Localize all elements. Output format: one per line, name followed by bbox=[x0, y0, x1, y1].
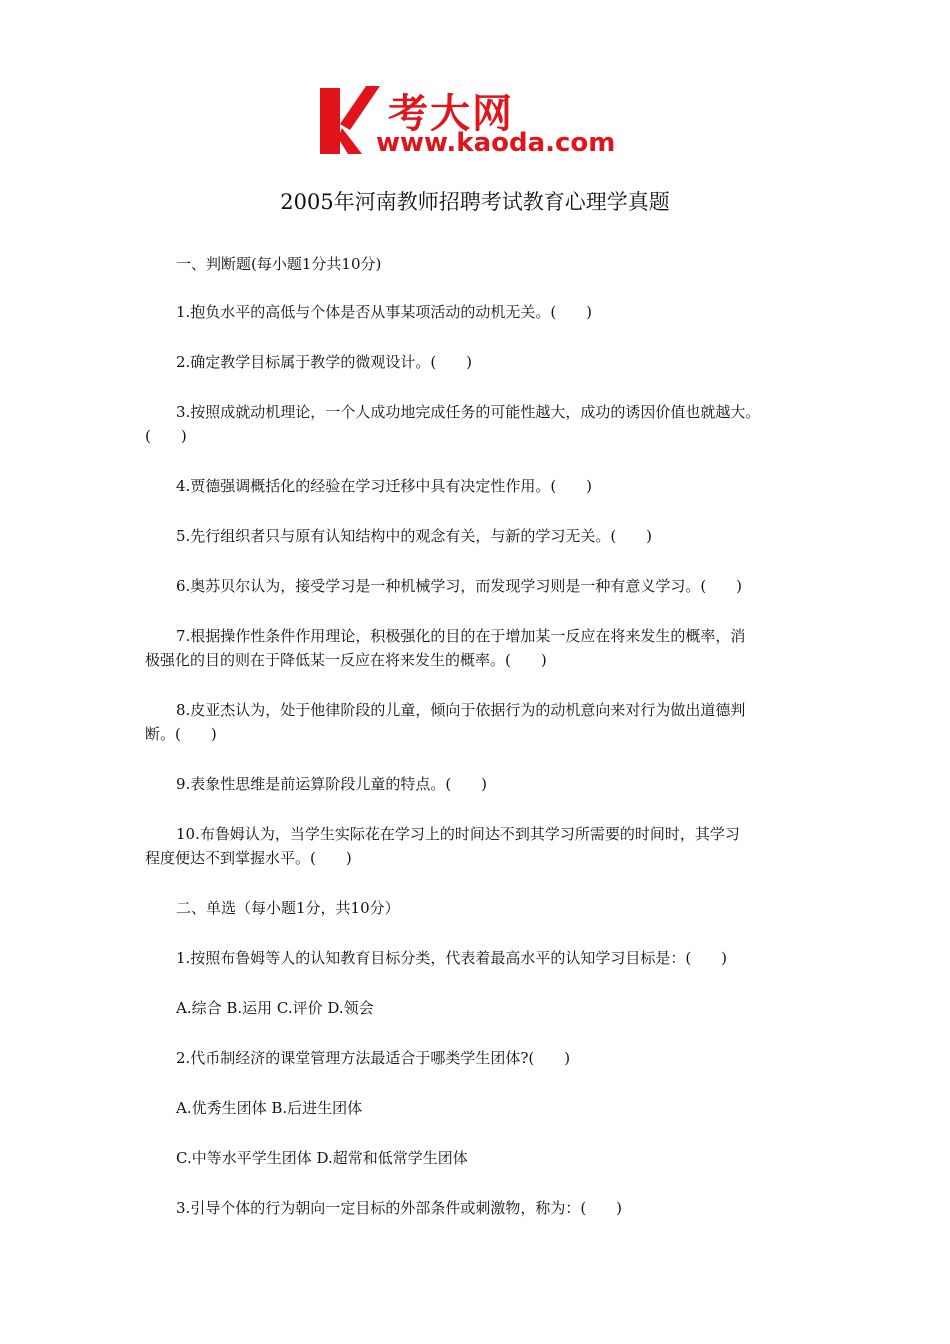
question-line: 4.贾德强调概括化的经验在学习迁移中具有决定性作用。( ) bbox=[176, 477, 593, 495]
page-title: 2005年河南教师招聘考试教育心理学真题 bbox=[280, 190, 670, 214]
question-line: 2.确定教学目标属于教学的微观设计。( ) bbox=[176, 353, 473, 371]
question-line: 7.根据操作性条件作用理论，积极强化的目的在于增加某一反应在将来发生的概率，消 bbox=[176, 627, 746, 645]
question-line: 1.抱负水平的高低与个体是否从事某项活动的动机无关。( ) bbox=[176, 303, 593, 321]
question-line: 5.先行组织者只与原有认知结构中的观念有关，与新的学习无关。( ) bbox=[176, 527, 653, 545]
question-line: 2.代币制经济的课堂管理方法最适合于哪类学生团体?( ) bbox=[176, 1049, 571, 1067]
kaoda-logo bbox=[318, 84, 648, 164]
question-line: 1.按照布鲁姆等人的认知教育目标分类，代表着最高水平的认知学习目标是：( ) bbox=[176, 949, 728, 967]
question-line: 6.奥苏贝尔认为，接受学习是一种机械学习，而发现学习则是一种有意义学习。( ) bbox=[176, 577, 743, 595]
question-line: 10.布鲁姆认为，当学生实际花在学习上的时间达不到其学习所需要的时间时，其学习 bbox=[176, 825, 740, 843]
question-line-continuation: 极强化的目的则在于降低某一反应在将来发生的概率。( ) bbox=[145, 651, 547, 669]
answer-options: A.优秀生团体 B.后进生团体 bbox=[176, 1099, 363, 1117]
k-logo-icon bbox=[318, 84, 382, 156]
question-line: 3.按照成就动机理论，一个人成功地完成任务的可能性越大，成功的诱因价值也就越大。 bbox=[176, 403, 761, 421]
question-line-continuation: 断。( ) bbox=[145, 725, 217, 743]
question-line-continuation: ( ) bbox=[145, 427, 187, 445]
question-line: 9.表象性思维是前运算阶段儿童的特点。( ) bbox=[176, 775, 488, 793]
question-line-continuation: 程度便达不到掌握水平。( ) bbox=[145, 849, 352, 867]
answer-options: C.中等水平学生团体 D.超常和低常学生团体 bbox=[176, 1149, 468, 1167]
logo-url-text: www.kaoda.com bbox=[376, 128, 616, 158]
section-heading-judgment: 一、判断题(每小题1分共10分) bbox=[176, 255, 382, 273]
question-line: 8.皮亚杰认为，处于他律阶段的儿童，倾向于依据行为的动机意向来对行为做出道德判 bbox=[176, 701, 746, 719]
answer-options: A.综合 B.运用 C.评价 D.领会 bbox=[176, 999, 374, 1017]
question-line: 3.引导个体的行为朝向一定目标的外部条件或刺激物，称为：( ) bbox=[176, 1199, 623, 1217]
logo-brand-text: 考大网 bbox=[388, 91, 514, 137]
section-heading-single-choice: 二、单选（每小题1分，共10分） bbox=[176, 899, 400, 917]
